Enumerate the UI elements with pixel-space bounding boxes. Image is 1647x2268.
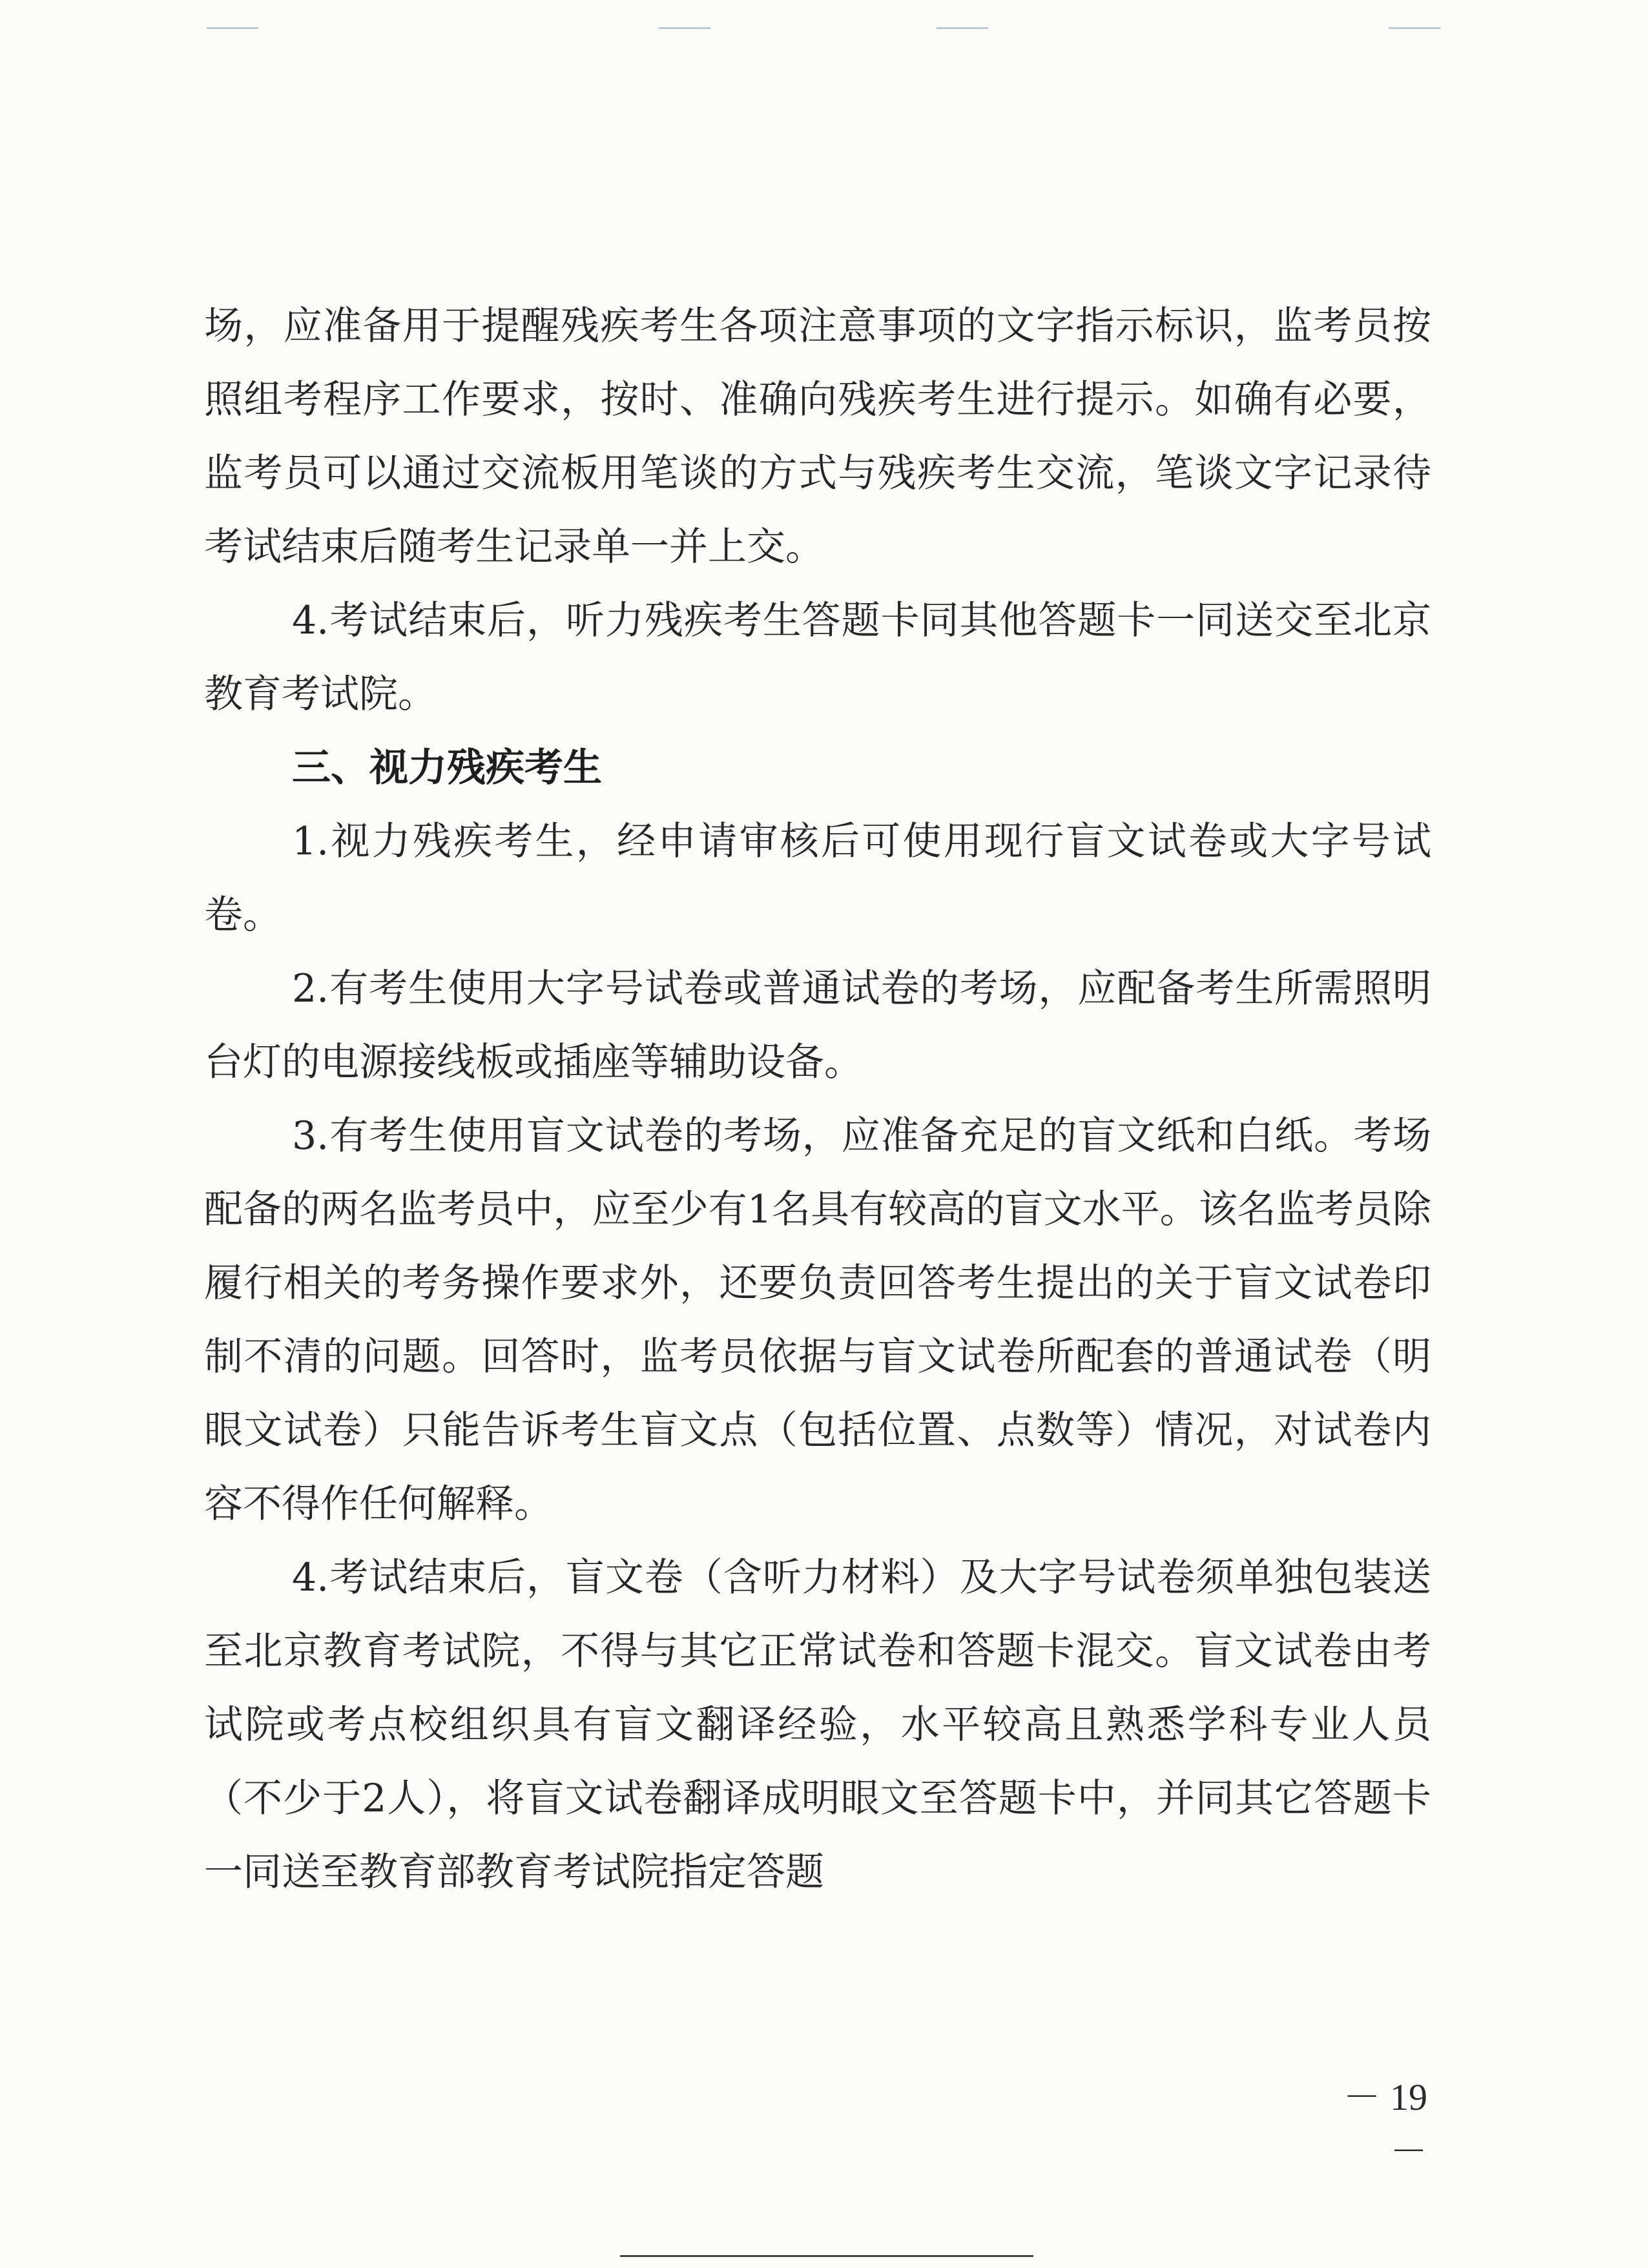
page-number: － 19 － <box>1343 2076 1427 2172</box>
scan-artifact-bottom-rule <box>620 2255 1033 2257</box>
section-heading-visual-disability: 三、视力残疾考生 <box>292 745 602 790</box>
scan-mark <box>937 27 988 29</box>
scan-mark <box>207 27 258 29</box>
scan-mark <box>1389 27 1440 29</box>
paragraph-item-3: 3.有考生使用盲文试卷的考场，应准备充足的盲文纸和白纸。考场配备的两名监考员中，应至少有1名具有较高的盲文水平。该名监考员除履行相关的考务操作要求外，还要负责回答考生提出的关于盲文试卷印制不清的问题。回答时，监考员依据与盲文试卷所配套的普通试卷（明眼文试卷）只能告诉考生盲文点（包括位置、点数等）情况，对试卷内容不得作任何解释。 <box>204 1113 1431 1527</box>
paragraph-item-1: 1.视力残疾考生，经申请审核后可使用现行盲文试卷或大字号试卷。 <box>204 819 1431 938</box>
paragraph-item-4-hearing: 4.考试结束后，听力残疾考生答题卡同其他答题卡一同送交至北京教育考试院。 <box>204 598 1431 717</box>
document-body <box>204 289 1431 1909</box>
paragraph-item-4-visual: 4.考试结束后，盲文卷（含听力材料）及大字号试卷须单独包装送至北京教育考试院，不得与其它正常试卷和答题卡混交。盲文试卷由考试院或考点校组织具有盲文翻译经验，水平较高且熟悉学科专业人员（不少于2人），将盲文试卷翻译成明眼文至答题卡中，并同其它答题卡一同送至教育部教育考试院指定答题 <box>204 1555 1432 1895</box>
scan-mark <box>659 27 710 29</box>
scan-artifact-top <box>0 0 1647 39</box>
paragraph-continuation: 场，应准备用于提醒残疾考生各项注意事项的文字指示标识，监考员按照组考程序工作要求，按时、准确向残疾考生进行提示。如确有必要，监考员可以通过交流板用笔谈的方式与残疾考生交流，笔谈文字记录待考试结束后随考生记录单一并上交。 <box>204 304 1431 570</box>
paragraph-item-2: 2.有考生使用大字号试卷或普通试卷的考场，应配备考生所需照明台灯的电源接线板或插座等辅助设备。 <box>204 966 1431 1085</box>
